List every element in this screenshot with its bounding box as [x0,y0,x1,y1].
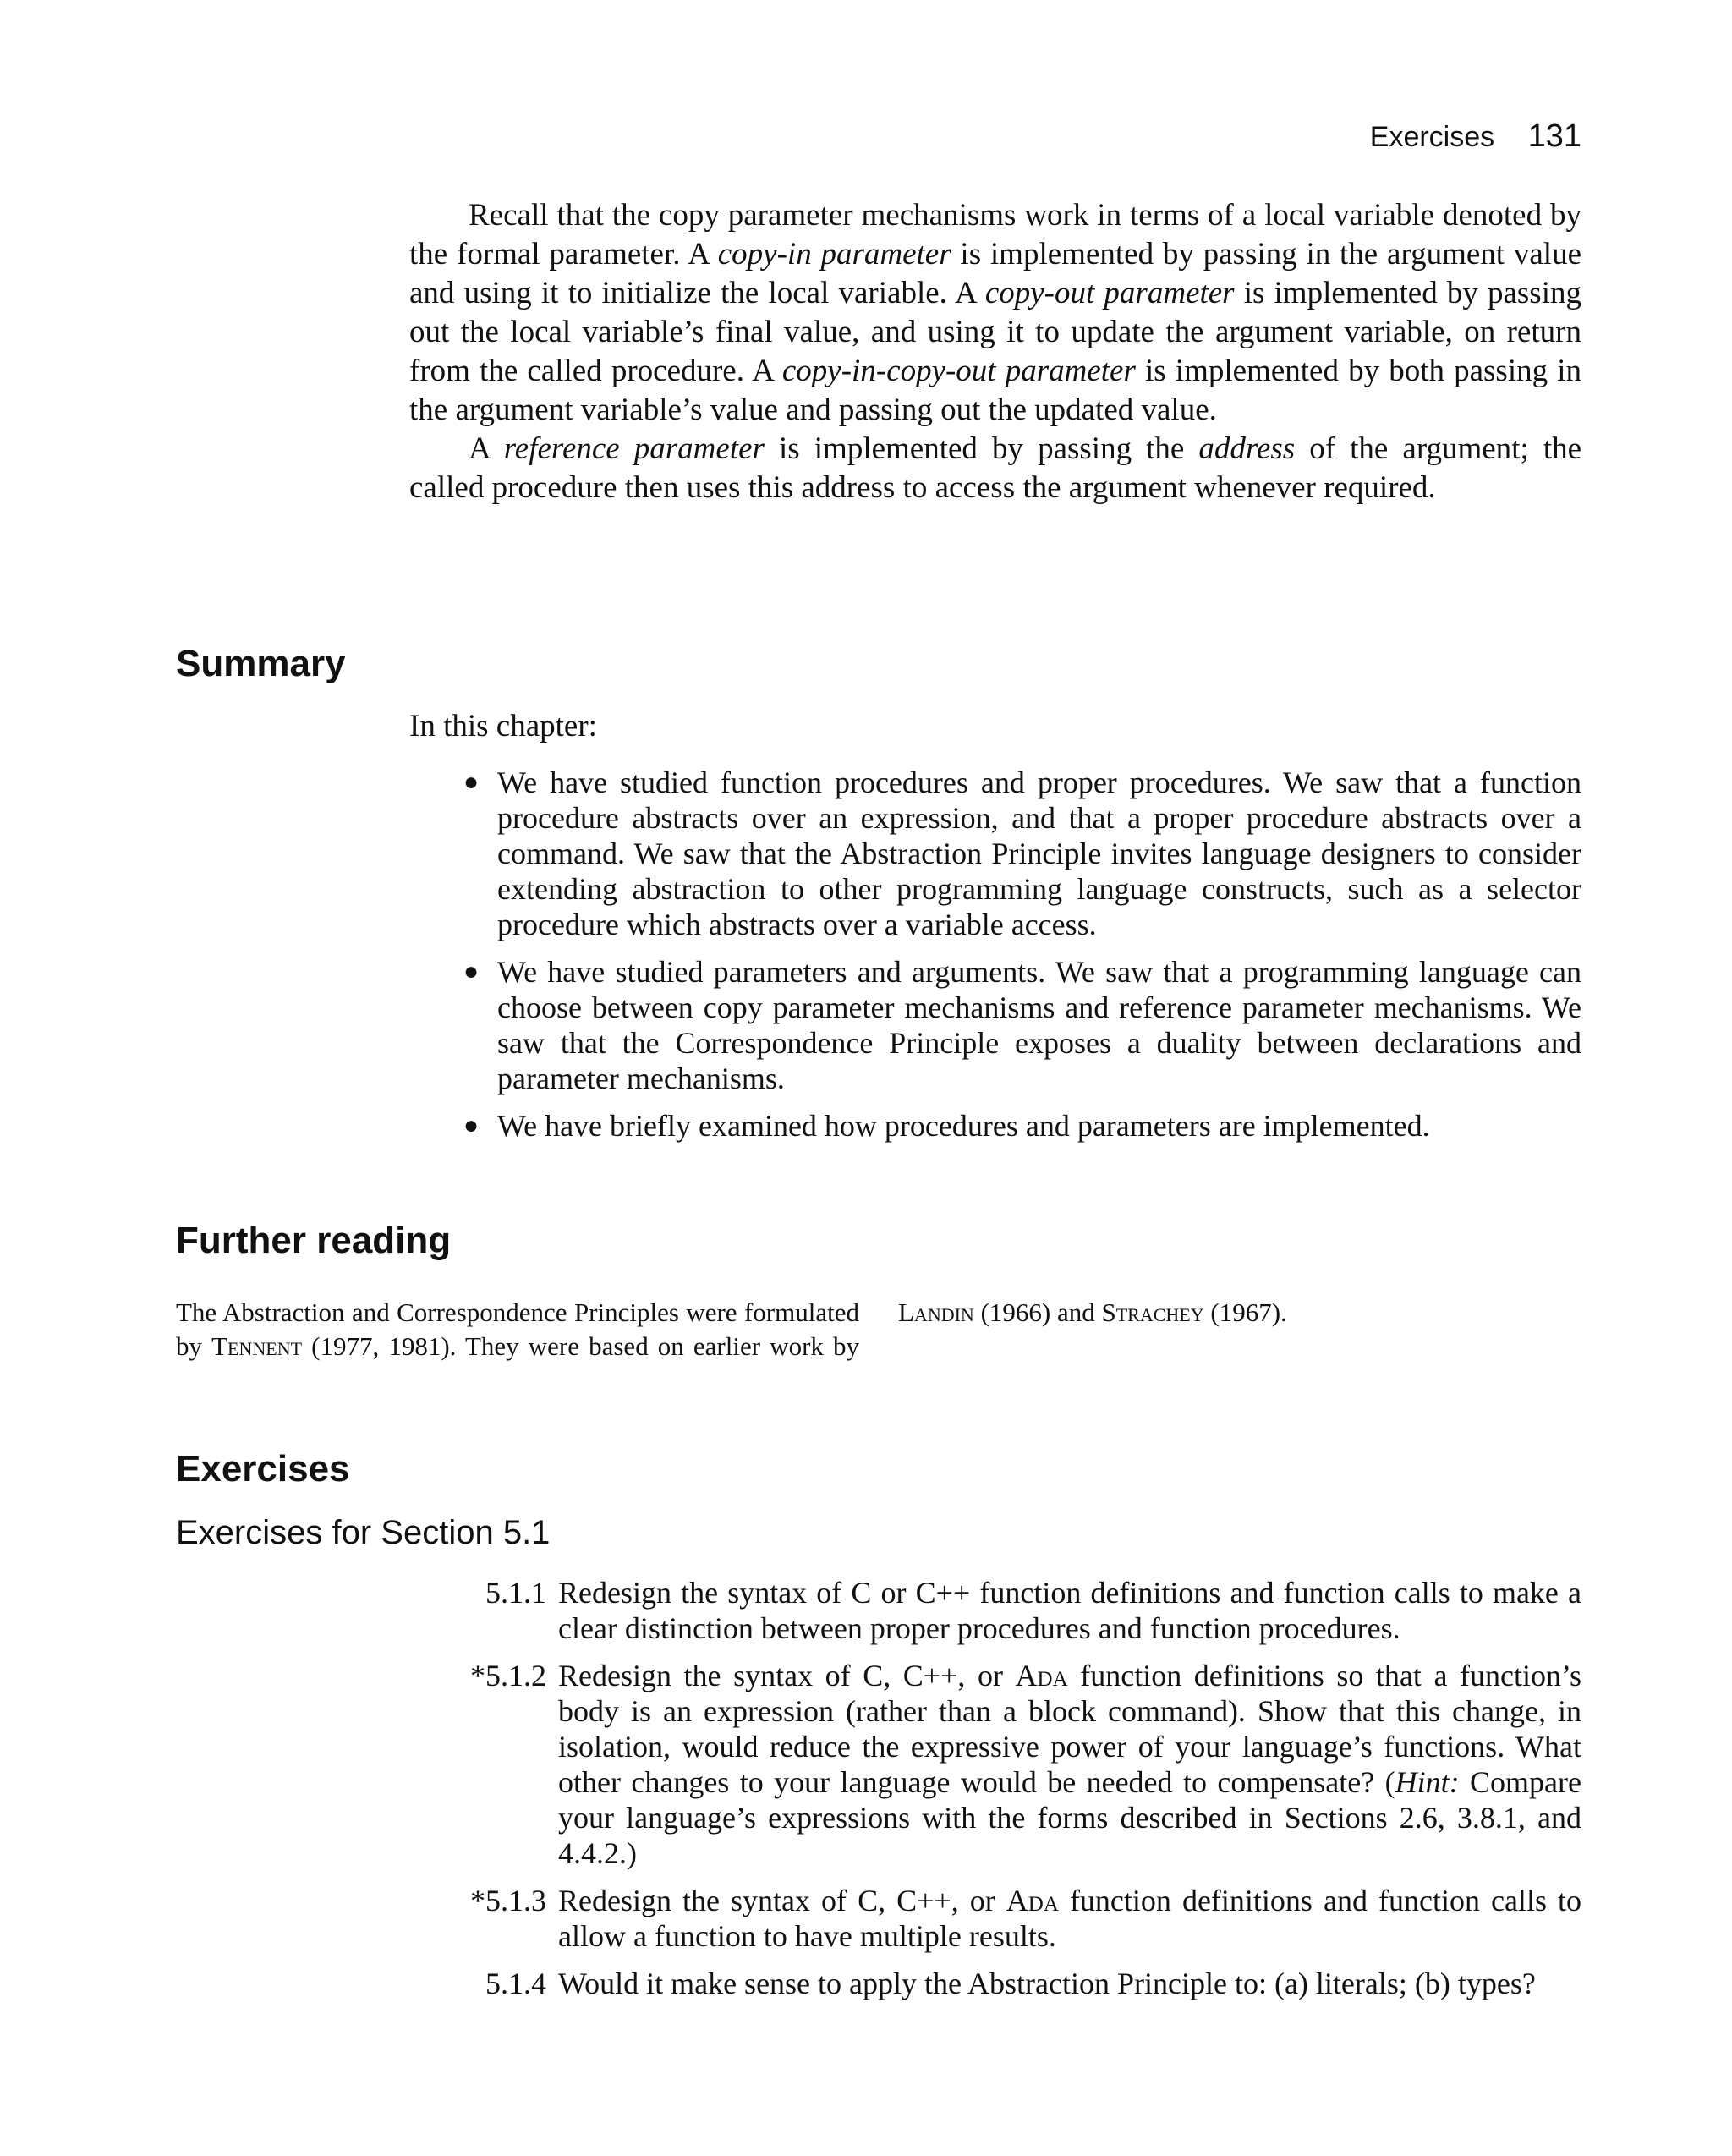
exercise-text: Would it make sense to apply the Abstraction Principle to: (a) literals; (b) types? [558,1967,1536,2000]
intro-paragraph-1 [409,196,1581,430]
language-ada: Ada [1015,1659,1068,1692]
term-copy-in-copy-out: copy-in-copy-out parameter [781,354,1136,388]
further-reading-heading: Further reading [176,1220,452,1261]
exercise-number: 5.1.1 [485,1576,546,1610]
summary-list [463,765,1581,1155]
language-ada: Ada [1006,1884,1059,1917]
list-item-text: We have studied function procedures and proper procedures. We saw that a function procedure abstracts over an expression, and that a proper procedure abstracts over a command. We saw that the Abstraction Principle invites language designers to consider extending abstraction to other programming language constructs, such as a selector procedure which abstracts over a variable access. [497,765,1581,941]
summary-heading: Summary [176,643,346,684]
page-number: 131 [1527,118,1581,154]
exercise-text-1: Redesign the syntax of C, C++, or [558,1659,1016,1692]
author-strachey: Strachey [1101,1297,1204,1327]
intro-p2-text-3: of the argument; the called procedure then uses this address to access the argument whenever required. [409,431,1582,505]
bullet-icon: ● [463,768,480,796]
further-text-1: The Abstraction and Correspondence Principles were formulated by [176,1297,859,1361]
term-address: address [1198,431,1296,466]
intro-paragraph-2 [409,430,1581,507]
exercise-number: *5.1.3 [470,1884,546,1917]
summary-intro-text: In this chapter: [409,709,597,743]
exercises-heading: Exercises [176,1448,350,1489]
exercise-item [457,1883,1581,1954]
exercise-item [457,1966,1581,2001]
bullet-icon: ● [463,1111,480,1139]
bullet-icon: ● [463,957,480,985]
exercise-item [457,1658,1581,1871]
term-copy-in: copy-in parameter [717,237,951,272]
intro-p1-text-1: Recall that the copy parameter mechanisms work in terms of a local variable denoted by the formal parameter. A [409,198,1581,272]
intro-p1-text-4: is implemented by both passing in the argument variable’s value and passing out the updated value. [409,354,1582,427]
exercise-text-2: function definitions so that a function’s body is an expression (rather than a block command). Show that this change, in isolation, would reduce the expressive power of your language’s functions. What other changes to your language would be needed to compensate? ( [558,1659,1581,1799]
exercise-number: 5.1.4 [485,1967,546,2000]
list-item [463,1108,1581,1144]
further-text-3: (1966) and [973,1297,1102,1327]
list-item-text: We have briefly examined how procedures and parameters are implemented. [497,1109,1430,1143]
exercise-text: Redesign the syntax of C or C++ function definitions and function calls to make a clear distinction between proper procedures and function procedures. [558,1576,1581,1645]
exercise-item [457,1575,1581,1646]
exercise-text-3: Compare your language’s expressions with the forms described in Sections 2.6, 3.8.1, and 4.4.2.) [558,1765,1581,1870]
exercises-subheading: Exercises for Section 5.1 [176,1514,551,1551]
exercise-number: *5.1.2 [470,1659,546,1692]
term-copy-out: copy-out parameter [984,276,1235,310]
intro-p2-text-2: is implemented by passing the [764,431,1199,466]
further-reading-text [176,1296,1581,1363]
intro-p1-text-3: is implemented by passing out the local variable’s final value, and using it to update the argument variable, on return from the called procedure. A [409,276,1581,388]
exercise-list [457,1575,1581,2013]
list-item [463,954,1581,1096]
list-item-text: We have studied parameters and arguments. We saw that a programming language can choose between copy parameter mechanisms and reference parameter mechanisms. We saw that the Correspondence Principle exposes a duality between declarations and parameter mechanisms. [497,955,1581,1095]
running-head [1370,118,1581,155]
further-text-2: (1977, 1981). They were based on earlier work by [302,1331,859,1361]
exercise-text-1: Redesign the syntax of C, C++, or [558,1884,1006,1917]
exercise-text-2: function definitions and function calls to allow a function to have multiple results. [558,1884,1581,1953]
further-text-4: (1967). [1203,1297,1287,1327]
running-head-title: Exercises [1369,121,1495,153]
author-landin: Landin [898,1297,974,1327]
author-tennent: Tennent [211,1331,303,1361]
intro-p2-text-1: A [469,431,504,466]
intro-text [409,196,1581,507]
term-reference-parameter: reference parameter [503,431,765,466]
list-item [463,765,1581,942]
intro-p1-text-2: is implemented by passing in the argument value and using it to initialize the local variable. A [409,237,1581,310]
summary-intro [409,707,1581,746]
hint-label: Hint: [1395,1765,1460,1799]
